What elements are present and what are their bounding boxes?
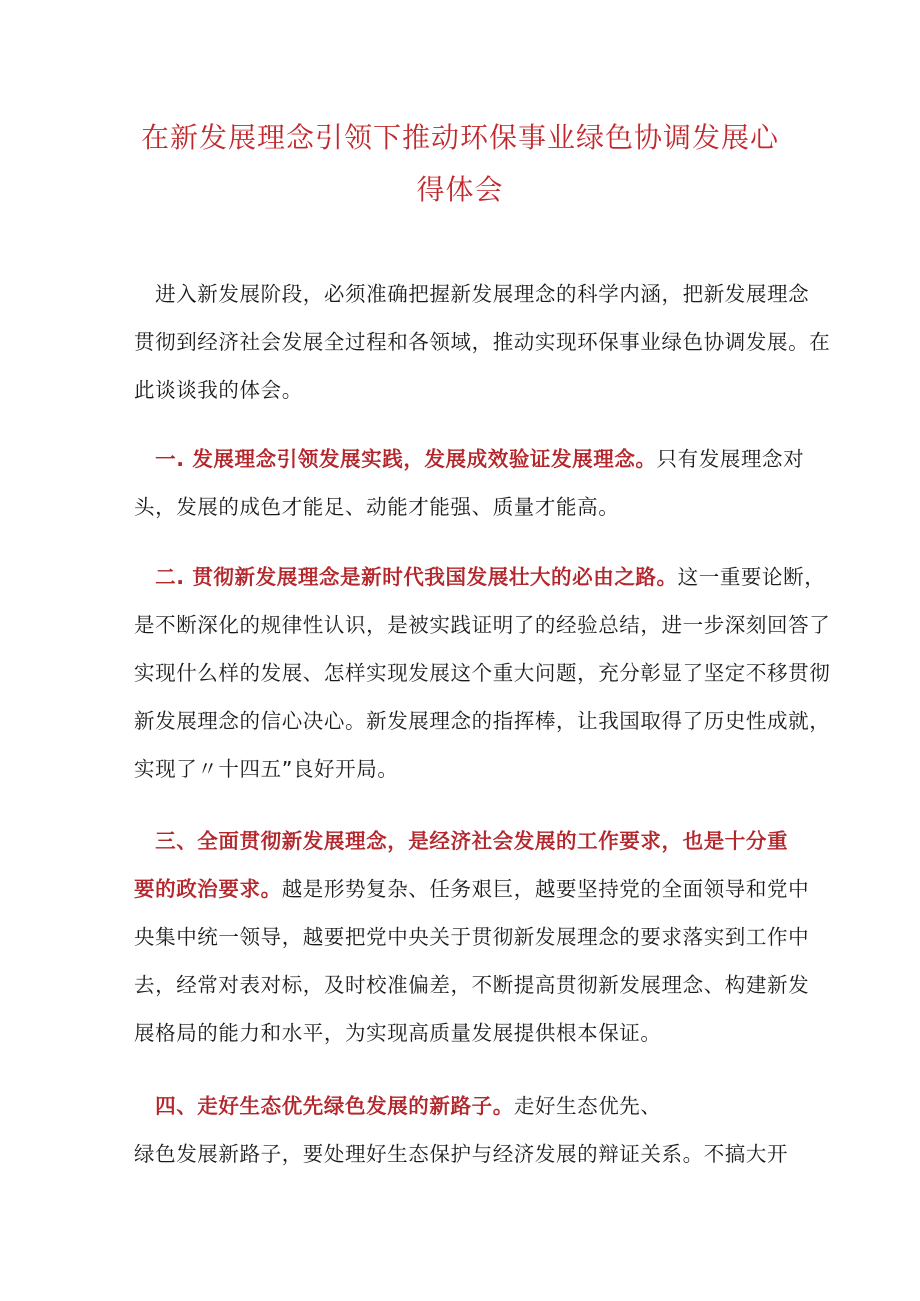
section-3-heading: 三、全面贯彻新发展理念，是经济社会发展的工作要求，也是十分重 [134,829,789,853]
intro-line: 进入新发展阶段，必须准确把握新发展理念的科学内涵，把新发展理念 [134,282,810,306]
section-3-heading-end: 要的政治要求。 [134,877,282,901]
section-4-text: 走好生态优先、 [513,1094,662,1118]
section-2-line [134,553,826,601]
title-line-1: 在新发展理念引领下推动环保事业绿色协调发展心 [140,121,779,154]
section-2-paragraph [134,553,831,793]
section-2-text: 这一重要论断， [677,565,826,589]
section-2-line: 是不断深化的规律性认识，是被实践证明了的经验总结，进一步深刻回答了 [134,613,831,637]
section-4-line [134,1082,798,1130]
section-3-line: 展格局的能力和水平，为实现高质量发展提供根本保证。 [134,1021,662,1045]
intro-line: 贯彻到经济社会发展全过程和各领域，推动实现环保事业绿色协调发展。在 [134,330,831,354]
section-1-text: 只有发展理念对 [656,447,805,471]
section-3-line: 去，经常对表对标，及时校准偏差，不断提高贯彻新发展理念、构建新发 [134,973,810,997]
intro-paragraph [134,270,831,414]
document-title [120,112,800,216]
section-3-paragraph [134,817,810,1057]
section-2-line: 新发展理念的信心决心。新发展理念的指挥棒，让我国取得了历史性成就， [134,709,831,733]
section-4-line: 绿色发展新路子，要处理好生态保护与经济发展的辩证关系。不搞大开 [134,1142,789,1166]
section-3-line [134,865,810,913]
section-1-line [134,435,805,483]
intro-line: 此谈谈我的体会。 [134,378,303,402]
section-1-line: 头，发展的成色才能足、动能才能强、质量才能高。 [134,495,620,519]
section-4-heading: 四、走好生态优先绿色发展的新路子。 [134,1094,514,1118]
section-3-line: 央集中统一领导，越要把党中央关于贯彻新发展理念的要求落实到工作中 [134,925,810,949]
section-2-heading: 二. 贯彻新发展理念是新时代我国发展壮大的必由之路。 [134,565,678,589]
title-line-2: 得体会 [416,173,504,206]
section-2-line: 实现了〃十四五”良好开局。 [134,757,399,781]
section-2-line: 实现什么样的发展、怎样实现发展这个重大问题，充分彰显了坚定不移贯彻 [134,661,831,685]
section-4-paragraph [134,1082,798,1178]
section-1-paragraph [134,435,805,531]
section-3-text: 越是形势复杂、任务艰巨，越要坚持党的全面领导和党中 [281,877,810,901]
section-1-heading: 一. 发展理念引领发展实践，发展成效验证发展理念。 [134,447,657,471]
